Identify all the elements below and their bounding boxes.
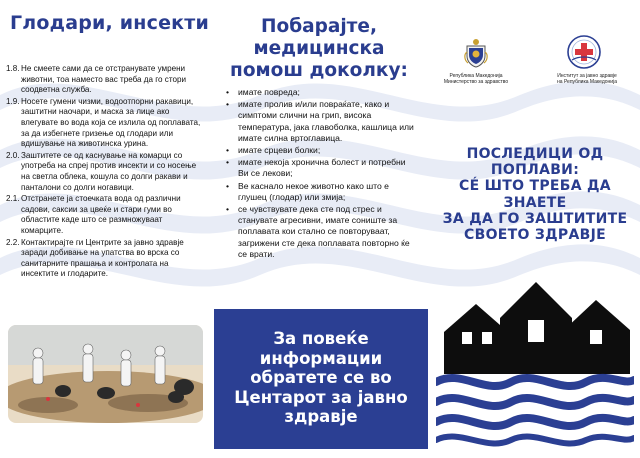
list-item — [6, 151, 206, 193]
info-line: информации — [259, 348, 383, 368]
caption-line: Министерство за здравство — [443, 79, 509, 86]
title-line: Побарајте, — [261, 16, 377, 37]
bullet: • — [226, 87, 230, 97]
more-info-box — [214, 309, 428, 449]
title-line: ЗНАЕТЕ — [503, 194, 567, 211]
list-item — [226, 99, 416, 144]
item-number: 1.9. — [6, 96, 20, 106]
seek-medical-help-title — [216, 16, 422, 82]
list-item — [226, 181, 416, 203]
list-item — [226, 87, 416, 98]
caption-line: Институт за јавно здравје — [557, 73, 617, 79]
flooded-houses-icon — [436, 270, 634, 450]
rodents-insects-list — [6, 64, 206, 281]
item-text: Контактирајте ги Центрите за јавно здравје заради добивање на упатства во врска со санитарните прашања и контролата на инсектите и глодарите. — [21, 237, 184, 279]
bullet: • — [226, 145, 230, 156]
title-line: медицинска — [253, 38, 385, 59]
item-number: 2.1. — [6, 194, 20, 204]
item-number: 2.0. — [6, 150, 20, 160]
list-item — [6, 238, 206, 280]
item-text: Заштитете се од каснување на комарци со употреба на спреј против инсекти и со носење на светла облека, кошула со долги ракави и панталони со долги ногавици. — [21, 150, 197, 192]
item-text: Не смеете сами да се отстранувате умрени животни, тоа наместо вас треба да го стори соодветна служба. — [21, 64, 186, 95]
flood-consequences-title — [436, 146, 634, 243]
item-text: се чувствувате дека сте под стрес и станувате агресивни, имате сониште за поплавата кои стално се повторуваат, загрижени сте дека поплавата повторно ќе се врати. — [238, 204, 410, 259]
list-item — [226, 145, 416, 156]
item-number: 2.2. — [6, 237, 20, 247]
list-item — [226, 204, 416, 260]
title-line: помош доколку: — [230, 60, 408, 81]
item-text: Носете гумени чизми, водоотпорни ракавици, заштитни наочари, и маска за лице ако влегувате во вода која се излила од поплавата, за да избегнете гризење од глодари или вдишување на животинска урина. — [21, 96, 201, 149]
bullet: • — [226, 99, 230, 110]
ministry-caption — [433, 73, 519, 85]
info-line: обратете се во — [250, 368, 392, 387]
item-text: имате срцеви болки; — [238, 145, 321, 156]
institute-logo — [566, 34, 602, 75]
bullet: • — [226, 180, 230, 191]
list-item — [226, 157, 416, 179]
item-text: имате некоја хронична болест и потребни Ви се лекови; — [238, 157, 406, 179]
bullet: • — [226, 204, 230, 215]
info-line: Центарот за јавно — [234, 387, 408, 407]
flood-cleanup-illustration — [8, 325, 203, 423]
list-item — [6, 97, 206, 150]
title-line: ЗА ДА ГО ЗАШТИТИТЕ — [442, 210, 628, 227]
item-text: Ве каснало некое животно како што е глушец (глодар) или змија; — [238, 180, 389, 202]
bullet: • — [226, 157, 230, 168]
ministry-coat-of-arms-logo — [464, 38, 488, 73]
title-line: ПОСЛЕДИЦИ ОД — [466, 146, 604, 162]
caption-line: Република Македонија — [449, 73, 503, 79]
rodents-insects-title: Глодари, инсекти — [10, 12, 209, 34]
item-text: Отстранете ја стоечката вода од различни садови, саксии за цвеќе и стари гуми во областите каде што се размножуваат комарците. — [21, 194, 181, 235]
item-text: имате повреда; — [238, 87, 300, 97]
info-line: здравје — [284, 407, 358, 426]
item-number: 1.8. — [6, 64, 20, 73]
institute-caption — [540, 73, 634, 85]
medical-help-list — [226, 87, 416, 261]
title-line: СÉ ШТО ТРЕБА ДА — [459, 178, 611, 195]
list-item — [6, 194, 206, 236]
title-line: СВОЕТО ЗДРАВЈЕ — [464, 227, 606, 244]
title-line: ПОПЛАВИ: — [490, 162, 580, 179]
info-line: За повеќе — [273, 329, 369, 348]
caption-line: на Република Македонија — [557, 79, 617, 86]
item-text: имате пролив и/или повраќате, како и симптоми слични на грип, висока температура, јака главоболка, кашлица или имате силна вртоглавица. — [238, 99, 414, 143]
list-item — [6, 64, 206, 96]
